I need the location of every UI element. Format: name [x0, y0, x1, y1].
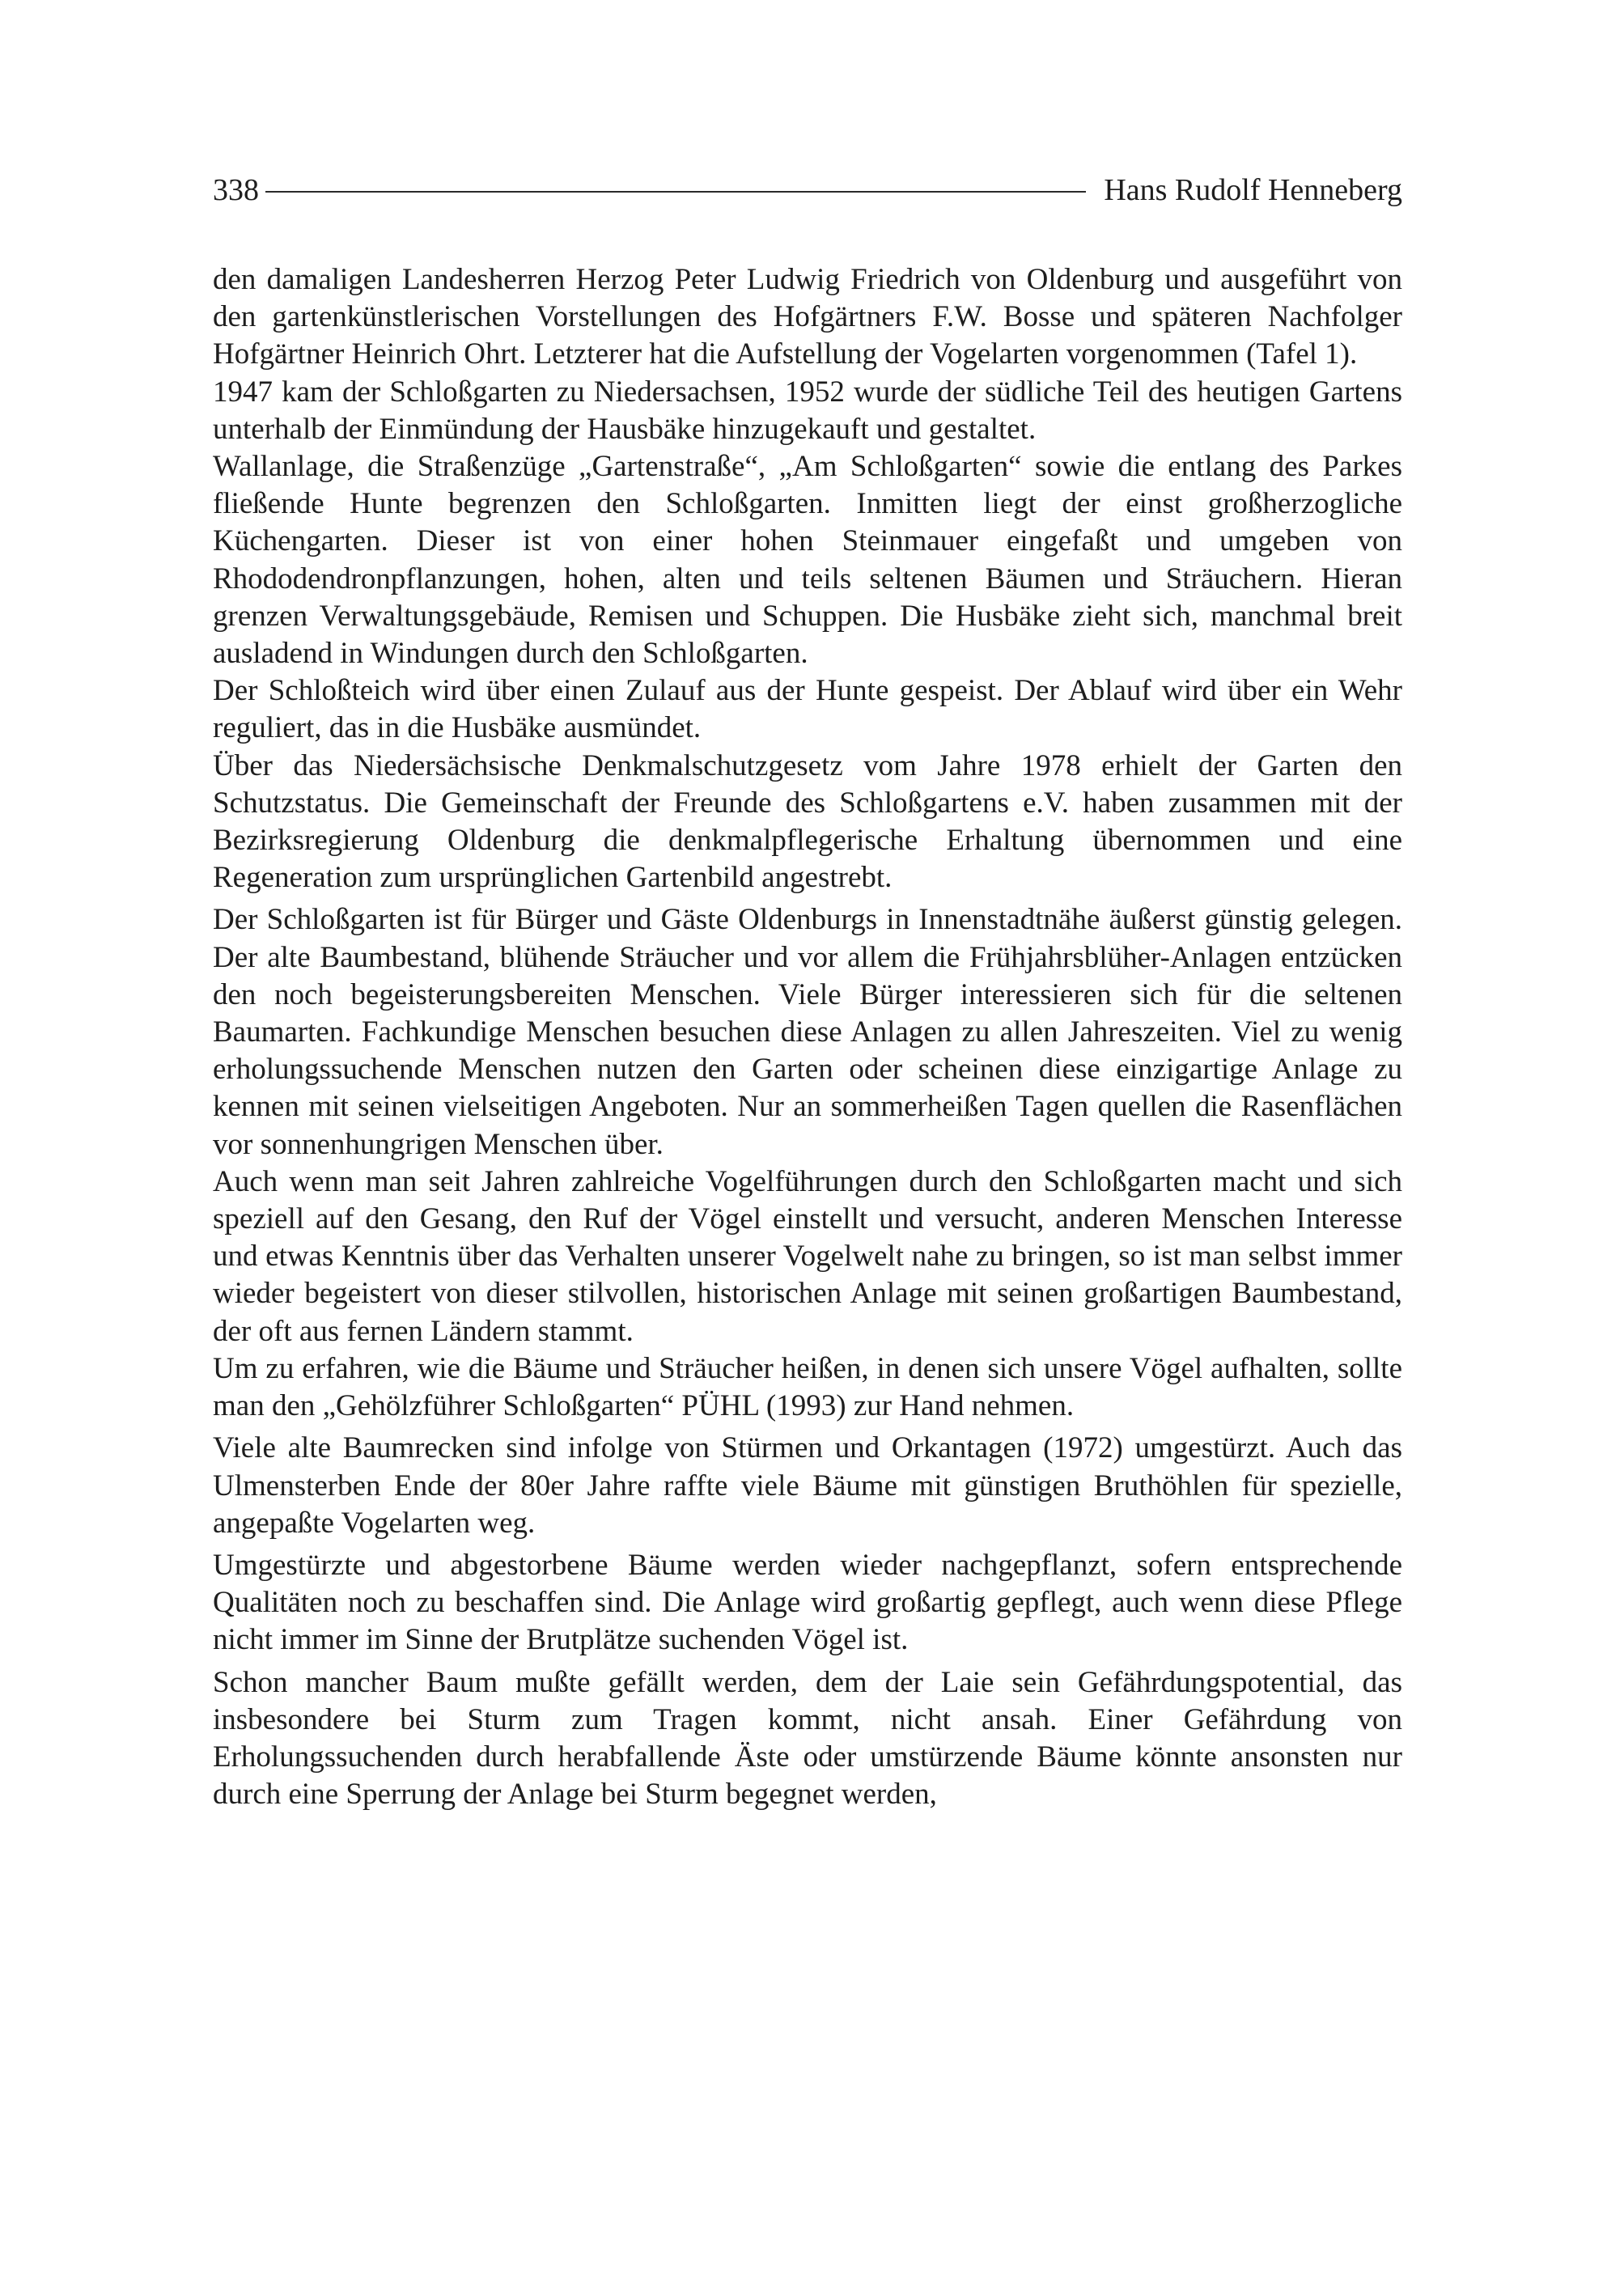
- paragraph: Schon mancher Baum mußte gefällt werden, dem der Laie sein Gefährdungspotential, das insbesondere bei Sturm zum Tragen kommt, nicht ansah. Einer Gefährdung von Erholungssuchenden durch herabfallende Äste oder umstürzende Bäume könnte ansonsten nur durch eine Sperrung der Anlage bei Sturm begegnet werden,: [213, 1665, 1402, 1812]
- paragraph: Über das Niedersächsische Denkmalschutzgesetz vom Jahre 1978 erhielt der Garten den Schutzstatus. Die Gemeinschaft der Freunde des Schloßgartens e.V. haben zusammen mit der Bezirksregierung Oldenburg die denkmalpflegerische Erhaltung übernommen und eine Regeneration zum ursprünglichen Gartenbild angestrebt.: [213, 748, 1402, 895]
- body-text: [213, 261, 1402, 1813]
- paragraph: 1947 kam der Schloßgarten zu Niedersachsen, 1952 wurde der südliche Teil des heutigen Gartens unterhalb der Einmündung der Hausbäke hinzugekauft und gestaltet.: [213, 375, 1402, 446]
- paragraph: den damaligen Landesherren Herzog Peter Ludwig Friedrich von Oldenburg und ausgeführt von den gartenkünstlerischen Vorstellungen des Hofgärtners F.W. Bosse und späteren Nachfolger Hofgärtner Heinrich Ohrt. Letzterer hat die Aufstellung der Vogelarten vorgenommen (Tafel 1).: [213, 263, 1402, 371]
- header-rule: [265, 191, 1086, 193]
- page-number: 338: [213, 173, 259, 207]
- paragraph: Viele alte Baumrecken sind infolge von Stürmen und Orkantagen (1972) umgestürzt. Auch das Ulmensterben Ende der 80er Jahre raffte viele Bäume mit günstigen Bruthöhlen für spezielle, angepaßte Vogelarten weg.: [213, 1431, 1402, 1540]
- paragraph: Der Schloßgarten ist für Bürger und Gäste Oldenburgs in Innenstadtnähe äußerst günstig gelegen. Der alte Baumbestand, blühende Sträucher und vor allem die Frühjahrsblüher-Anlagen entzücken den noch begeisterungsbereiten Menschen. Viele Bürger interessieren sich für die seltenen Baumarten. Fachkundige Menschen besuchen diese Anlagen zu allen Jahreszeiten. Viel zu wenig erholungssuchende Menschen nutzen den Garten oder scheinen diese einzigartige Anlage zu kennen mit seinen vielseitigen Angeboten. Nur an sommerheißen Tagen quellen die Rasenflächen vor sonnenhungrigen Menschen über.: [213, 903, 1402, 1161]
- paragraph: Auch wenn man seit Jahren zahlreiche Vogelführungen durch den Schloßgarten macht und sich speziell auf den Gesang, den Ruf der Vögel einstellt und versucht, anderen Menschen Interesse und etwas Kenntnis über das Verhalten unserer Vogelwelt nahe zu bringen, so ist man selbst immer wieder begeistert von dieser stilvollen, historischen Anlage mit seinen großartigen Baumbestand, der oft aus fernen Ländern stammt.: [213, 1164, 1402, 1348]
- paragraph: Der Schloßteich wird über einen Zulauf aus der Hunte gespeist. Der Ablauf wird über ein Wehr reguliert, das in die Husbäke ausmündet.: [213, 674, 1402, 745]
- paragraph: Um zu erfahren, wie die Bäume und Sträucher heißen, in denen sich unsere Vögel aufhalten, sollte man den „Gehölzführer Schloßgarten“ PÜHL (1993) zur Hand nehmen.: [213, 1351, 1402, 1423]
- paragraph: Wallanlage, die Straßenzüge „Gartenstraße“, „Am Schloßgarten“ sowie die entlang des Parkes fließende Hunte begrenzen den Schloßgarten. Inmitten liegt der einst großherzogliche Küchengarten. Dieser ist von einer hohen Steinmauer eingefaßt und umgeben von Rhododendronpflanzungen, hohen, alten und teils seltenen Bäumen und Sträuchern. Hieran grenzen Verwaltungsgebäude, Remisen und Schuppen. Die Husbäke zieht sich, manchmal breit ausladend in Windungen durch den Schloßgarten.: [213, 450, 1402, 671]
- header-author: Hans Rudolf Henneberg: [1104, 173, 1402, 207]
- paragraph: Umgestürzte und abgestorbene Bäume werden wieder nachgepflanzt, sofern entsprechende Qualitäten noch zu beschaffen sind. Die Anlage wird großartig gepflegt, auch wenn diese Pflege nicht immer im Sinne der Brutplätze suchenden Vögel ist.: [213, 1548, 1402, 1657]
- running-header: [213, 166, 1402, 214]
